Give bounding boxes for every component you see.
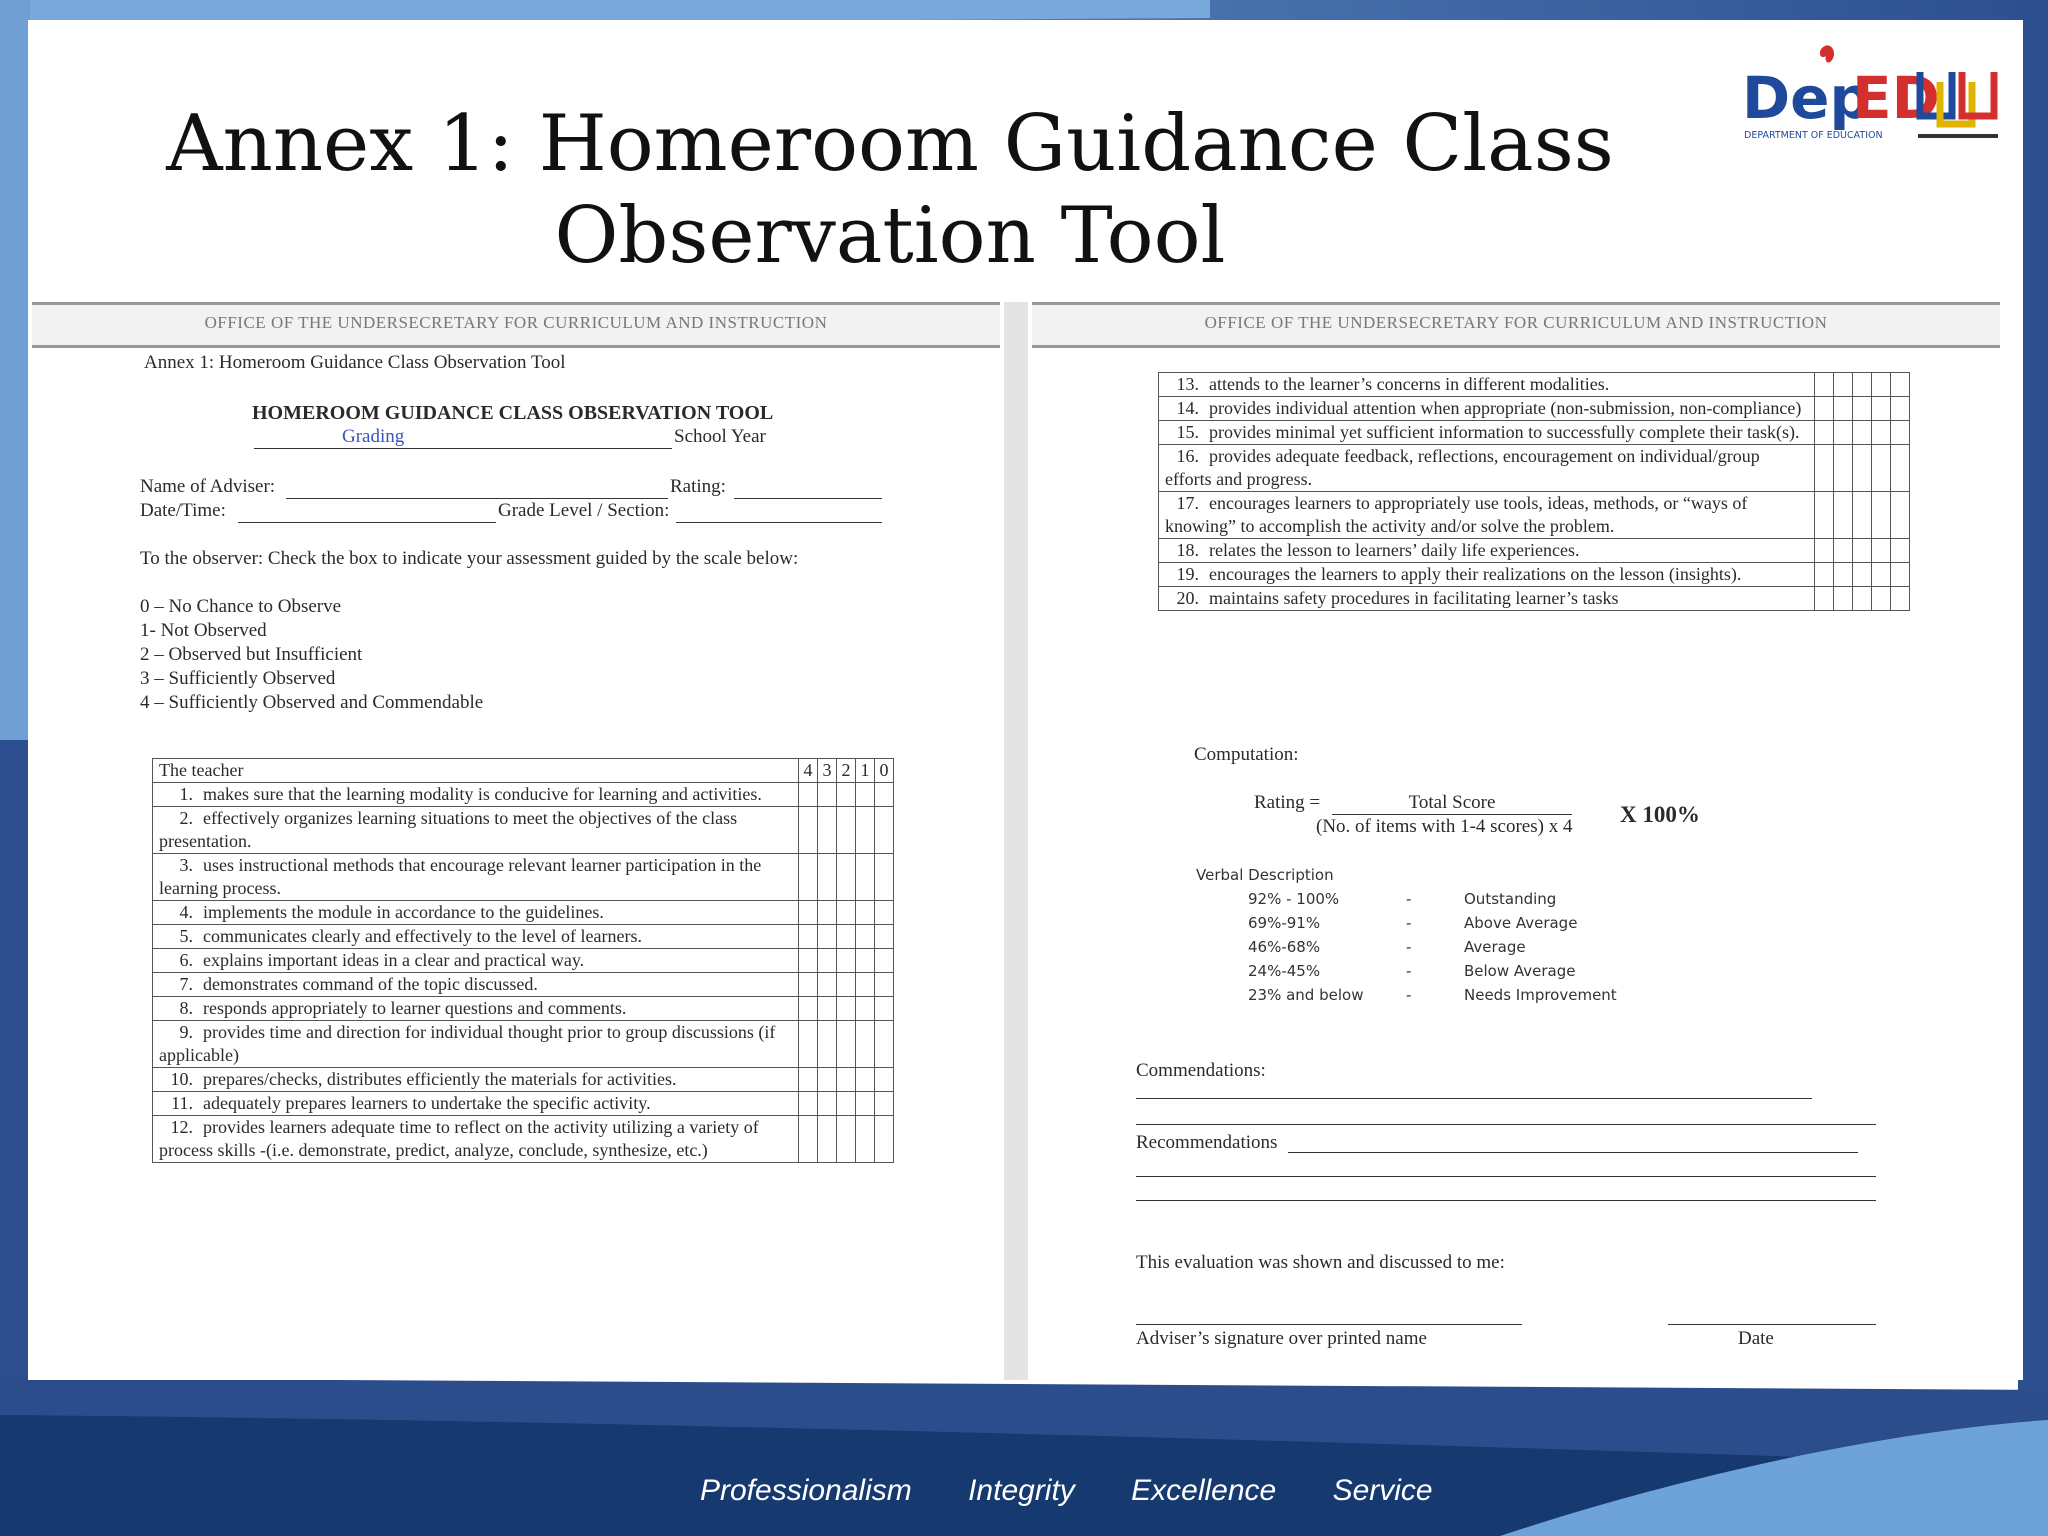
criterion-number: 6. — [179, 950, 193, 970]
criterion-number: 14. — [1176, 398, 1199, 418]
table-row — [1159, 421, 1910, 445]
score-checkbox[interactable] — [818, 925, 837, 949]
grading-label: Grading — [342, 426, 405, 447]
commendations-label: Commendations: — [1136, 1060, 1266, 1081]
logo-caption: DEPARTMENT OF EDUCATION — [1744, 130, 1883, 141]
score-checkbox[interactable] — [1872, 373, 1891, 397]
criterion-cell — [153, 997, 799, 1021]
computation-label: Computation: — [1194, 744, 1299, 765]
score-checkbox[interactable] — [856, 997, 875, 1021]
criterion-text: encourages learners to appropriately use tools, ideas, methods, or “ways of knowing” to accomplish the activity and/or solve the problem. — [1165, 493, 1748, 536]
svg-text:ED: ED — [1852, 64, 1940, 132]
verbal-dash: - — [1406, 962, 1412, 980]
score-checkbox[interactable] — [1853, 492, 1872, 539]
scale-1: 1- Not Observed — [140, 620, 267, 641]
score-checkbox[interactable] — [856, 1116, 875, 1163]
recommendations-field-2[interactable] — [1136, 1176, 1876, 1177]
score-checkbox[interactable] — [818, 997, 837, 1021]
criterion-text: uses instructional methods that encourage relevant learner participation in the learning process. — [159, 855, 762, 898]
score-checkbox[interactable] — [799, 807, 818, 854]
score-checkbox[interactable] — [856, 1092, 875, 1116]
verbal-desc: Below Average — [1464, 962, 1576, 980]
score-checkbox[interactable] — [837, 973, 856, 997]
criterion-cell — [153, 807, 799, 854]
criterion-text: provides minimal yet sufficient information to successfully complete their task(s). — [1209, 422, 1800, 442]
score-checkbox[interactable] — [1834, 539, 1853, 563]
criterion-text: provides time and direction for individual thought prior to group discussions (if applicable) — [159, 1022, 776, 1065]
score-checkbox[interactable] — [1853, 587, 1872, 611]
score-checkbox[interactable] — [837, 1068, 856, 1092]
score-checkbox[interactable] — [1853, 445, 1872, 492]
grade-section-label: Grade Level / Section: — [498, 500, 670, 521]
criterion-number: 8. — [179, 998, 193, 1018]
score-checkbox[interactable] — [818, 1068, 837, 1092]
score-checkbox[interactable] — [1834, 563, 1853, 587]
formula-numerator: Total Score — [1332, 792, 1572, 815]
title-line-2: Observation Tool — [554, 191, 1226, 281]
criterion-cell — [1159, 539, 1815, 563]
footer-value-4: Service — [1332, 1474, 1433, 1507]
date-time-label: Date/Time: — [140, 500, 226, 521]
criterion-text: encourages the learners to apply their realizations on the lesson (insights). — [1209, 564, 1742, 584]
table-row — [1159, 587, 1910, 611]
score-checkbox[interactable] — [875, 1068, 894, 1092]
score-checkbox[interactable] — [837, 1021, 856, 1068]
footer-value-2: Integrity — [968, 1474, 1075, 1507]
criterion-text: implements the module in accordance to the guidelines. — [203, 902, 604, 922]
table-row — [153, 1021, 894, 1068]
verbal-range: 23% and below — [1248, 986, 1364, 1004]
score-checkbox[interactable] — [837, 807, 856, 854]
score-checkbox[interactable] — [1815, 587, 1834, 611]
scale-0: 0 – No Chance to Observe — [140, 596, 342, 617]
criterion-cell — [153, 1116, 799, 1163]
score-checkbox[interactable] — [1891, 373, 1910, 397]
criterion-number: 13. — [1176, 374, 1199, 394]
criterion-cell — [1159, 445, 1815, 492]
criterion-cell — [153, 901, 799, 925]
score-checkbox[interactable] — [1815, 397, 1834, 421]
score-checkbox[interactable] — [1891, 563, 1910, 587]
criterion-cell — [153, 973, 799, 997]
page-gap — [1004, 302, 1028, 1380]
criterion-cell — [1159, 373, 1815, 397]
commendations-field-2[interactable] — [1136, 1124, 1876, 1125]
score-checkbox[interactable] — [1853, 563, 1872, 587]
score-checkbox[interactable] — [818, 973, 837, 997]
criterion-number: 11. — [171, 1093, 193, 1113]
office-header-right: OFFICE OF THE UNDERSECRETARY FOR CURRICULUM AND INSTRUCTION — [1204, 313, 1828, 332]
score-checkbox[interactable] — [875, 925, 894, 949]
criterion-cell — [153, 1068, 799, 1092]
verbal-range: 69%-91% — [1248, 914, 1321, 932]
adviser-name-label: Name of Adviser: — [140, 476, 276, 497]
scale-3: 3 – Sufficiently Observed — [140, 668, 336, 689]
criterion-text: provides individual attention when appropriate (non-submission, non-compliance) — [1209, 398, 1802, 418]
table-row — [1159, 445, 1910, 492]
score-column-header: 3 — [818, 759, 837, 783]
verbal-dash: - — [1406, 890, 1412, 908]
criterion-cell — [1159, 563, 1815, 587]
criterion-cell — [1159, 587, 1815, 611]
criterion-number: 3. — [179, 855, 193, 875]
score-checkbox[interactable] — [856, 1068, 875, 1092]
score-checkbox[interactable] — [799, 997, 818, 1021]
recommendations-field-1[interactable] — [1288, 1152, 1858, 1153]
footer-core-values — [700, 1474, 1481, 1508]
verbal-range: 46%-68% — [1248, 938, 1321, 956]
table-row — [1159, 397, 1910, 421]
verbal-description-label: Verbal Description — [1196, 866, 1334, 884]
score-checkbox[interactable] — [1872, 563, 1891, 587]
annex-label: Annex 1: Homeroom Guidance Class Observation Tool — [144, 352, 566, 373]
score-checkbox[interactable] — [818, 1021, 837, 1068]
table-row — [153, 997, 894, 1021]
score-column-header: 1 — [856, 759, 875, 783]
score-checkbox[interactable] — [799, 973, 818, 997]
document-page-right — [1032, 302, 2016, 1380]
score-checkbox[interactable] — [818, 807, 837, 854]
adviser-signature-label: Adviser’s signature over printed name — [1136, 1328, 1427, 1349]
school-year-label: School Year — [674, 426, 766, 447]
document-scan — [32, 302, 2016, 1380]
criterion-cell — [153, 854, 799, 901]
criterion-cell — [153, 925, 799, 949]
score-checkbox[interactable] — [856, 949, 875, 973]
score-checkbox[interactable] — [856, 854, 875, 901]
table-header-teacher: The teacher — [153, 759, 799, 783]
score-checkbox[interactable] — [1853, 421, 1872, 445]
criterion-text: prepares/checks, distributes efficiently the materials for activities. — [203, 1069, 677, 1089]
recommendations-label: Recommendations — [1136, 1132, 1278, 1153]
score-checkbox[interactable] — [875, 854, 894, 901]
table-row — [153, 783, 894, 807]
score-checkbox[interactable] — [875, 807, 894, 854]
criterion-number: 16. — [1176, 446, 1199, 466]
grade-section-field[interactable] — [676, 522, 882, 523]
verbal-desc: Outstanding — [1464, 890, 1557, 908]
table-row — [153, 901, 894, 925]
criterion-text: demonstrates command of the topic discussed. — [203, 974, 538, 994]
score-checkbox[interactable] — [837, 997, 856, 1021]
score-checkbox[interactable] — [837, 949, 856, 973]
criterion-number: 7. — [179, 974, 193, 994]
score-checkbox[interactable] — [818, 901, 837, 925]
table-row — [153, 925, 894, 949]
score-checkbox[interactable] — [875, 949, 894, 973]
criterion-cell — [153, 783, 799, 807]
criterion-cell — [1159, 492, 1815, 539]
office-header-bar — [32, 302, 1000, 348]
formula-denominator: (No. of items with 1-4 scores) x 4 — [1316, 816, 1573, 837]
score-checkbox[interactable] — [875, 1116, 894, 1163]
score-checkbox[interactable] — [1872, 587, 1891, 611]
verbal-dash: - — [1406, 938, 1412, 956]
criterion-text: relates the lesson to learners’ daily life experiences. — [1209, 540, 1580, 560]
table-row — [1159, 373, 1910, 397]
score-checkbox[interactable] — [1872, 492, 1891, 539]
score-checkbox[interactable] — [1815, 563, 1834, 587]
table-row — [153, 973, 894, 997]
criterion-number: 5. — [179, 926, 193, 946]
office-header-bar-right — [1032, 302, 2000, 348]
deped-logo — [1740, 38, 2010, 148]
score-checkbox[interactable] — [837, 1092, 856, 1116]
formula-multiplier: X 100% — [1620, 802, 1700, 827]
score-checkbox[interactable] — [799, 783, 818, 807]
criterion-number: 19. — [1176, 564, 1199, 584]
score-checkbox[interactable] — [1891, 421, 1910, 445]
criterion-text: provides learners adequate time to reflect on the activity utilizing a variety of process skills -(i.e. demonstrate, predict, analyze, conclude, synthesize, etc.) — [159, 1117, 759, 1160]
table-row — [153, 854, 894, 901]
table-row — [1159, 539, 1910, 563]
score-checkbox[interactable] — [818, 854, 837, 901]
criterion-number: 20. — [1176, 588, 1199, 608]
score-checkbox[interactable] — [818, 1116, 837, 1163]
score-checkbox[interactable] — [837, 1116, 856, 1163]
svg-text:Dep: Dep — [1742, 64, 1871, 132]
observation-table-left — [152, 758, 894, 1163]
criterion-cell — [1159, 397, 1815, 421]
criterion-text: communicates clearly and effectively to the level of learners. — [203, 926, 642, 946]
score-checkbox[interactable] — [1872, 397, 1891, 421]
score-checkbox[interactable] — [1834, 421, 1853, 445]
score-checkbox[interactable] — [1891, 445, 1910, 492]
verbal-dash: - — [1406, 914, 1412, 932]
score-checkbox[interactable] — [1815, 373, 1834, 397]
score-checkbox[interactable] — [1891, 397, 1910, 421]
score-checkbox[interactable] — [837, 925, 856, 949]
score-checkbox[interactable] — [799, 1116, 818, 1163]
table-header-row — [153, 759, 894, 783]
score-checkbox[interactable] — [1834, 587, 1853, 611]
criterion-cell — [1159, 421, 1815, 445]
score-checkbox[interactable] — [799, 949, 818, 973]
footer-value-1: Professionalism — [700, 1474, 912, 1507]
score-checkbox[interactable] — [1815, 492, 1834, 539]
score-checkbox[interactable] — [818, 1092, 837, 1116]
table-row — [1159, 563, 1910, 587]
scale-4: 4 – Sufficiently Observed and Commendable — [140, 692, 484, 713]
adviser-signature-field[interactable] — [1136, 1324, 1522, 1325]
table-row — [153, 807, 894, 854]
doc-title: HOMEROOM GUIDANCE CLASS OBSERVATION TOOL — [252, 402, 774, 424]
criterion-cell — [153, 1021, 799, 1068]
verbal-range: 92% - 100% — [1248, 890, 1340, 908]
criterion-text: provides adequate feedback, reflections, encouragement on individual/group efforts and progress. — [1165, 446, 1760, 489]
criterion-text: explains important ideas in a clear and practical way. — [203, 950, 585, 970]
score-checkbox[interactable] — [799, 854, 818, 901]
table-row — [153, 1116, 894, 1163]
signature-date-label: Date — [1738, 1328, 1774, 1349]
score-checkbox[interactable] — [1853, 373, 1872, 397]
score-checkbox[interactable] — [1815, 539, 1834, 563]
score-checkbox[interactable] — [856, 807, 875, 854]
title-line-1: Annex 1: Homeroom Guidance Class — [166, 99, 1614, 189]
criterion-text: attends to the learner’s concerns in different modalities. — [1209, 374, 1610, 394]
slide-title — [60, 98, 1720, 282]
score-checkbox[interactable] — [1834, 397, 1853, 421]
criterion-number: 18. — [1176, 540, 1199, 560]
deped-logo-mark — [1740, 38, 2010, 148]
score-checkbox[interactable] — [875, 997, 894, 1021]
table-row — [153, 949, 894, 973]
score-checkbox[interactable] — [856, 1021, 875, 1068]
rating-formula-label: Rating = — [1254, 792, 1321, 813]
table-row — [153, 1092, 894, 1116]
criterion-cell — [153, 949, 799, 973]
score-checkbox[interactable] — [1853, 397, 1872, 421]
criterion-cell — [153, 1092, 799, 1116]
table-row — [1159, 492, 1910, 539]
score-checkbox[interactable] — [1834, 373, 1853, 397]
score-checkbox[interactable] — [875, 783, 894, 807]
score-checkbox[interactable] — [856, 783, 875, 807]
criterion-number: 17. — [1176, 493, 1199, 513]
criterion-number: 10. — [170, 1069, 193, 1089]
score-checkbox[interactable] — [875, 901, 894, 925]
criterion-text: makes sure that the learning modality is conducive for learning and activities. — [203, 784, 762, 804]
table-row — [153, 1068, 894, 1092]
rating-label: Rating: — [670, 476, 726, 497]
score-checkbox[interactable] — [1891, 587, 1910, 611]
score-checkbox[interactable] — [799, 1021, 818, 1068]
verbal-desc: Average — [1464, 938, 1526, 956]
score-checkbox[interactable] — [856, 973, 875, 997]
footer-value-3: Excellence — [1131, 1474, 1277, 1507]
adviser-name-field[interactable] — [286, 498, 668, 499]
score-column-header: 4 — [799, 759, 818, 783]
criterion-number: 2. — [179, 808, 193, 828]
score-checkbox[interactable] — [1853, 539, 1872, 563]
scale-2: 2 – Observed but Insufficient — [140, 644, 363, 665]
evaluation-shown-label: This evaluation was shown and discussed to me: — [1136, 1252, 1505, 1273]
commendations-field-1[interactable] — [1136, 1098, 1812, 1099]
score-checkbox[interactable] — [799, 1092, 818, 1116]
observer-instruction: To the observer: Check the box to indicate your assessment guided by the scale below: — [140, 548, 799, 569]
criterion-number: 9. — [179, 1022, 193, 1042]
score-column-header: 2 — [837, 759, 856, 783]
criterion-number: 1. — [179, 784, 193, 804]
criterion-text: effectively organizes learning situations to meet the objectives of the class presentation. — [159, 808, 738, 851]
criterion-text: maintains safety procedures in facilitating learner’s tasks — [1209, 588, 1619, 608]
score-checkbox[interactable] — [1872, 539, 1891, 563]
score-column-header: 0 — [875, 759, 894, 783]
score-checkbox[interactable] — [837, 854, 856, 901]
date-time-field[interactable] — [238, 522, 496, 523]
verbal-desc: Above Average — [1464, 914, 1578, 932]
criterion-text: responds appropriately to learner questions and comments. — [203, 998, 627, 1018]
score-checkbox[interactable] — [875, 1092, 894, 1116]
criterion-number: 12. — [170, 1117, 193, 1137]
score-checkbox[interactable] — [818, 783, 837, 807]
observation-table-right — [1158, 372, 1910, 611]
rating-field[interactable] — [734, 498, 882, 499]
verbal-desc: Needs Improvement — [1464, 986, 1617, 1004]
score-checkbox[interactable] — [1891, 539, 1910, 563]
score-checkbox[interactable] — [818, 949, 837, 973]
score-checkbox[interactable] — [875, 1021, 894, 1068]
office-header: OFFICE OF THE UNDERSECRETARY FOR CURRICULUM AND INSTRUCTION — [204, 313, 828, 332]
score-checkbox[interactable] — [875, 973, 894, 997]
signature-date-field[interactable] — [1668, 1324, 1876, 1325]
score-checkbox[interactable] — [837, 783, 856, 807]
score-checkbox[interactable] — [1834, 492, 1853, 539]
recommendations-field-3[interactable] — [1136, 1200, 1876, 1201]
score-checkbox[interactable] — [799, 901, 818, 925]
criterion-number: 15. — [1176, 422, 1199, 442]
verbal-dash: - — [1406, 986, 1412, 1004]
score-checkbox[interactable] — [1815, 445, 1834, 492]
score-checkbox[interactable] — [837, 901, 856, 925]
score-checkbox[interactable] — [799, 925, 818, 949]
verbal-range: 24%-45% — [1248, 962, 1321, 980]
score-checkbox[interactable] — [1891, 492, 1910, 539]
document-page-left — [32, 302, 1000, 1380]
score-checkbox[interactable] — [799, 1068, 818, 1092]
score-checkbox[interactable] — [1872, 421, 1891, 445]
score-checkbox[interactable] — [1872, 445, 1891, 492]
grading-line — [254, 448, 672, 449]
score-checkbox[interactable] — [1834, 445, 1853, 492]
score-checkbox[interactable] — [1815, 421, 1834, 445]
score-checkbox[interactable] — [856, 901, 875, 925]
criterion-text: adequately prepares learners to undertake the specific activity. — [203, 1093, 651, 1113]
criterion-number: 4. — [179, 902, 193, 922]
score-checkbox[interactable] — [856, 925, 875, 949]
